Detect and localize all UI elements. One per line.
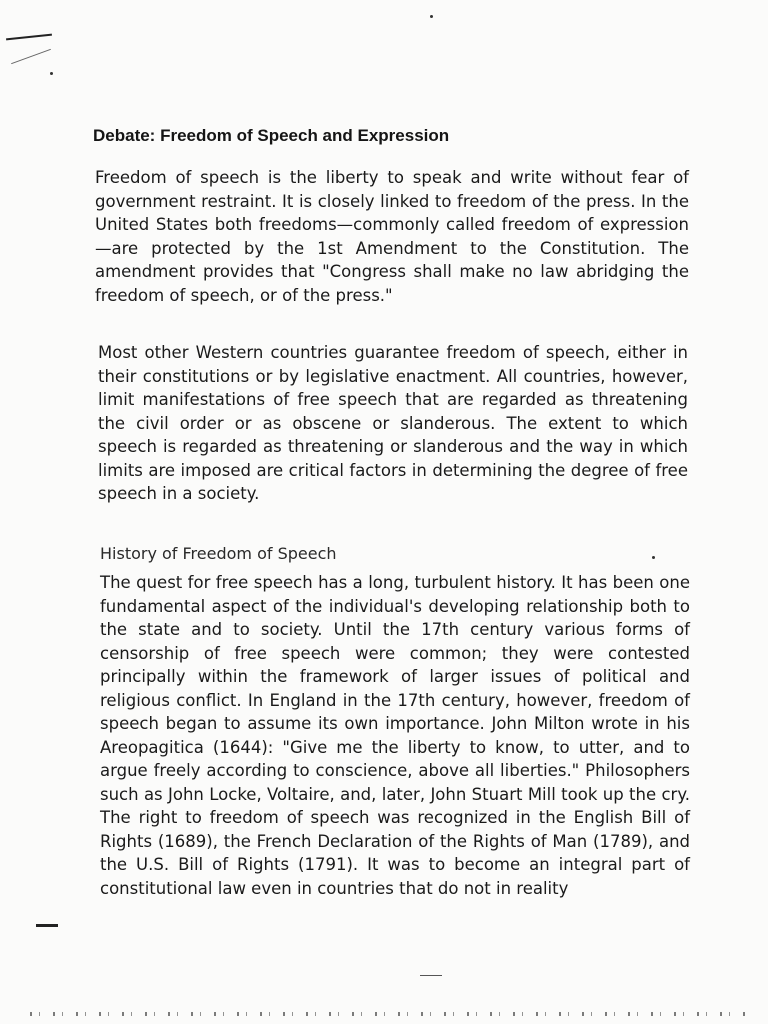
section-paragraph: The quest for free speech has a long, turbulent history. It has been one fundamental aspect of the individual's developing relationship both to the state and to society. Until the 17th century various forms of censorship of free speech were common; they were contested principally within the framework of larger issues of political and religious conflict. In England in the 17th century, however, freedom of speech began to assume its own importance. John Milton wrote in his Areopagitica (1644): "Give me the liberty to know, to utter, and to argue freely according to conscience, above all liberties." Philosophers such as John Locke, Voltaire, and, later, John Stuart Mill took up the cry. The right to freedom of speech was recognized in the English Bill of Rights (1689), the French Declaration of the Rights of Man (1789), and the U.S. Bill of Rights (1791). It was to become an integral part of constitutional law even in countries that do not in reality: [100, 573, 690, 898]
scan-mark: [6, 34, 52, 41]
scan-speck: [652, 556, 655, 559]
scan-speck: [50, 72, 53, 75]
scan-speck: [430, 15, 433, 18]
document-title: Debate: Freedom of Speech and Expression: [93, 126, 450, 145]
section-heading: History of Freedom of Speech: [100, 544, 337, 563]
scan-noise: [30, 1012, 750, 1016]
scan-mark: [36, 924, 58, 927]
scan-mark: [420, 975, 442, 976]
paragraph-2: Most other Western countries guarantee freedom of speech, either in their constitutions or by legislative enactment. All countries, however, limit manifestations of free speech that are regarded as threatening the civil order or as obscene or slanderous. The extent to which speech is regarded as threatening or slanderous and the way in which limits are imposed are critical factors in determining the degree of free speech in a society.: [98, 343, 688, 503]
scan-mark: [11, 49, 51, 64]
paragraph-1: Freedom of speech is the liberty to speak and write without fear of government restraint. It is closely linked to freedom of the press. In the United States both freedoms—commonly called freedom of expression—are protected by the 1st Amendment to the Constitution. The amendment provides that "Congress shall make no law abridging the freedom of speech, or of the press.": [95, 168, 689, 305]
